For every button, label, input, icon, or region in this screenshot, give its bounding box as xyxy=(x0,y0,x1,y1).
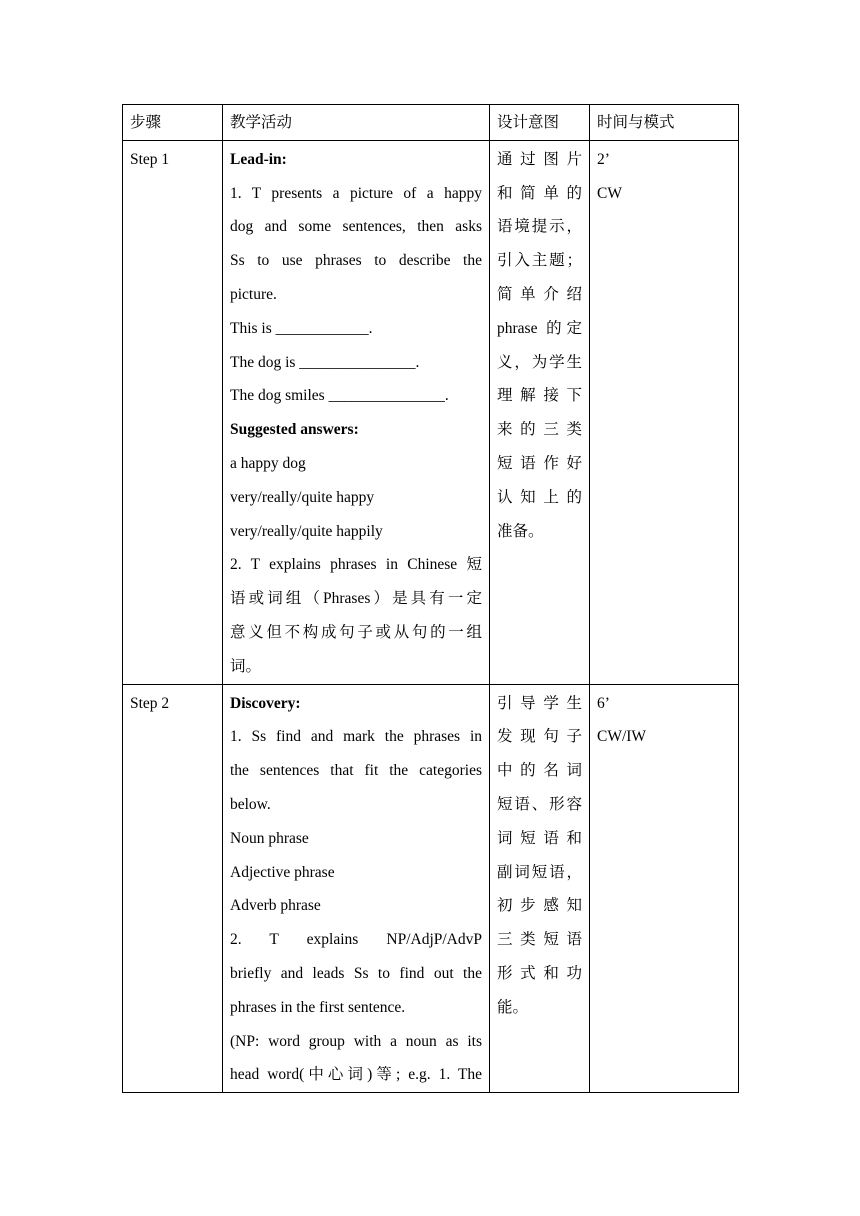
header-time-mode: 时间与模式 xyxy=(590,105,739,141)
activity-line: phrases in the first sentence. xyxy=(230,998,406,1016)
intent-line: 副词短语， xyxy=(497,863,582,881)
intent-line: 短 语 作 好 xyxy=(497,454,582,472)
intent-line: 准备。 xyxy=(497,522,544,540)
time-mode-cell xyxy=(590,684,739,1093)
activity-line: Ss to use phrases to describe the xyxy=(230,252,482,270)
intent-line: 简 单 介 绍 xyxy=(497,285,582,303)
intent-line: 词 短 语 和 xyxy=(497,829,582,847)
answer-line: a happy dog xyxy=(230,454,306,472)
header-activity: 教学活动 xyxy=(223,105,490,141)
intent-cell xyxy=(490,684,590,1093)
intent-line: 通 过 图 片 xyxy=(497,150,582,168)
activity-line: Adjective phrase xyxy=(230,863,335,881)
activity-line: dog and some sentences, then asks xyxy=(230,218,482,236)
intent-line: 引 导 学 生 xyxy=(497,694,582,712)
intent-cell xyxy=(490,140,590,684)
activity-title: Lead-in: xyxy=(230,150,287,168)
intent-line: phrase 的定 xyxy=(497,319,582,337)
activity-title: Discovery: xyxy=(230,694,301,712)
activity-line: head word(中心词)等; e.g. 1. The xyxy=(230,1066,482,1084)
activity-line: 2. T explains NP/AdjP/AdvP xyxy=(230,931,482,949)
intent-line: 三 类 短 语 xyxy=(497,931,582,949)
activity-line: (NP: word group with a noun as its xyxy=(230,1032,482,1050)
activity-line: 语或词组（Phrases）是具有一定 xyxy=(230,590,482,608)
intent-line: 引入主题； xyxy=(497,252,582,270)
header-step: 步骤 xyxy=(123,105,223,141)
intent-line: 中 的 名 词 xyxy=(497,762,582,780)
header-intent: 设计意图 xyxy=(490,105,590,141)
step-label: Step 1 xyxy=(130,150,170,168)
activity-line: picture. xyxy=(230,285,277,303)
mode-value: CW/IW xyxy=(597,728,647,746)
activity-cell xyxy=(223,684,490,1093)
activity-line: briefly and leads Ss to find out the xyxy=(230,964,482,982)
intent-line: 语境提示， xyxy=(497,218,582,236)
table-header-row xyxy=(123,105,739,141)
activity-line: 词。 xyxy=(230,657,262,675)
step-label: Step 2 xyxy=(130,694,170,712)
answer-line: very/really/quite happy xyxy=(230,488,375,506)
table-row xyxy=(123,140,739,684)
activity-cell xyxy=(223,140,490,684)
intent-line: 形 式 和 功 xyxy=(497,964,582,982)
lesson-plan-table xyxy=(122,104,739,1093)
intent-line: 能。 xyxy=(497,998,529,1016)
intent-line: 来 的 三 类 xyxy=(497,421,582,439)
activity-line: Adverb phrase xyxy=(230,897,321,915)
intent-line: 义，为学生 xyxy=(497,353,582,371)
intent-line: 初 步 感 知 xyxy=(497,897,582,915)
mode-value: CW xyxy=(597,184,622,202)
answer-line: very/really/quite happily xyxy=(230,522,383,540)
intent-line: 发 现 句 子 xyxy=(497,728,582,746)
activity-line: 2. T explains phrases in Chinese 短 xyxy=(230,556,482,574)
intent-line: 短语、形容 xyxy=(497,795,582,813)
activity-line: The dog smiles _______________. xyxy=(230,387,449,405)
step-cell xyxy=(123,684,223,1093)
activity-line: The dog is _______________. xyxy=(230,353,420,371)
activity-line: Noun phrase xyxy=(230,829,309,847)
answers-title: Suggested answers: xyxy=(230,421,359,439)
step-cell xyxy=(123,140,223,684)
activity-line: 1. T presents a picture of a happy xyxy=(230,184,482,202)
time-value: 2’ xyxy=(597,150,610,168)
activity-line: 意义但不构成句子或从句的一组 xyxy=(230,623,482,641)
intent-line: 和 简 单 的 xyxy=(497,184,582,202)
activity-line: 1. Ss find and mark the phrases in xyxy=(230,728,482,746)
intent-line: 理 解 接 下 xyxy=(497,387,582,405)
activity-line: the sentences that fit the categories xyxy=(230,762,482,780)
time-mode-cell xyxy=(590,140,739,684)
intent-line: 认 知 上 的 xyxy=(497,488,582,506)
table-row xyxy=(123,684,739,1093)
activity-line: This is ____________. xyxy=(230,319,373,337)
time-value: 6’ xyxy=(597,694,610,712)
activity-line: below. xyxy=(230,795,271,813)
